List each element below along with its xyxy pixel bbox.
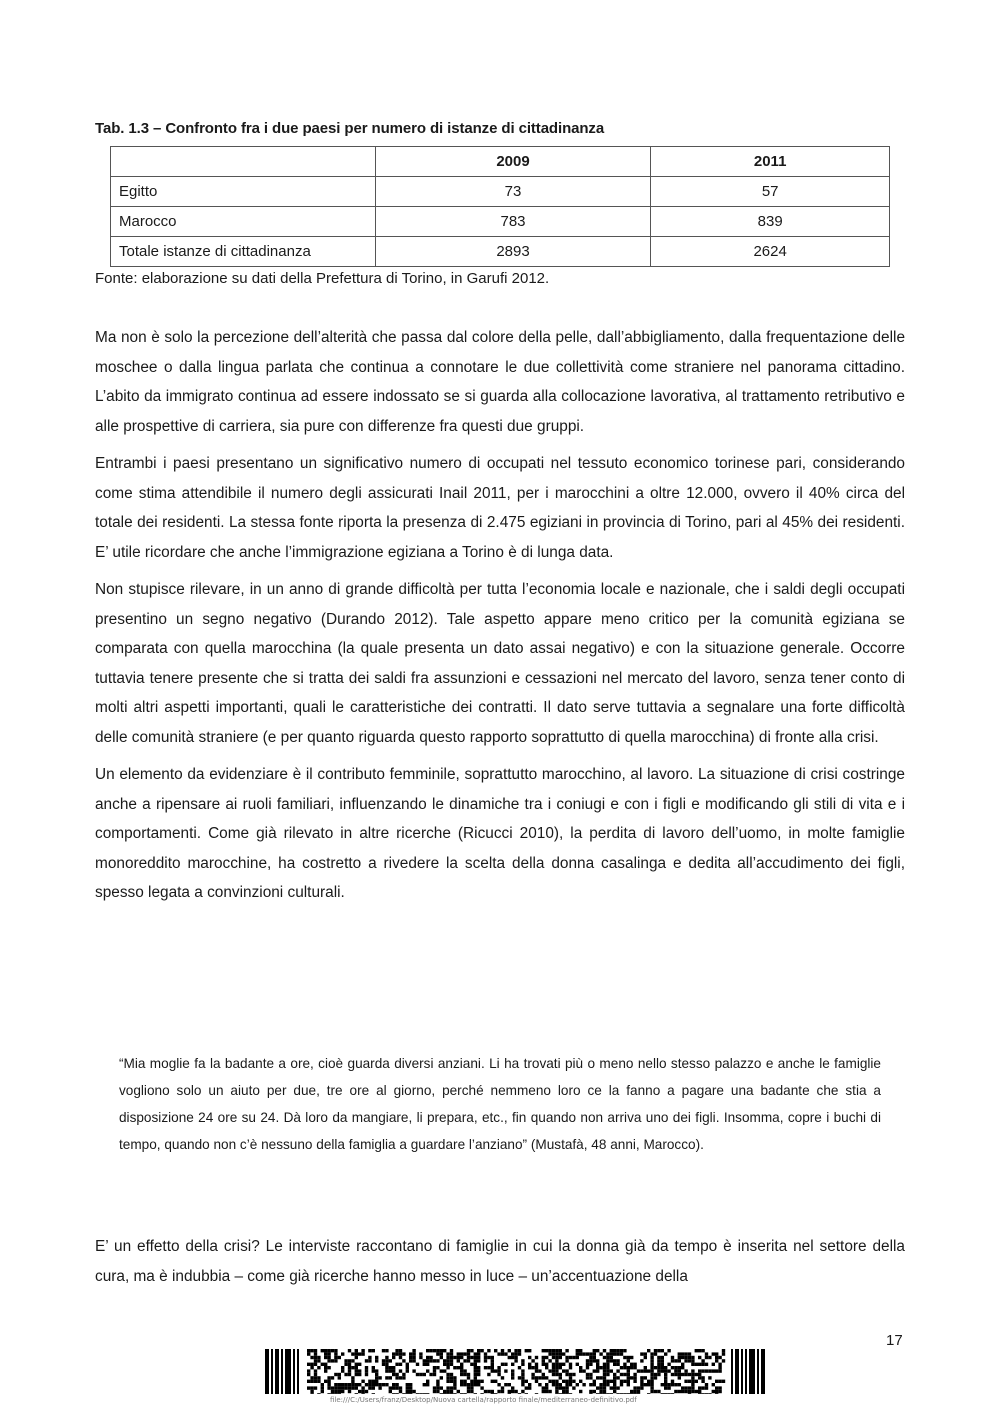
- row-label: Totale istanze di cittadinanza: [111, 237, 376, 267]
- table-header-cell: 2009: [375, 147, 651, 177]
- paragraph: Ma non è solo la percezione dell’alterità che passa dal colore della pelle, dall’abbigliamento, dalla frequentazione delle moschee o dalla lingua parlata che continua a connotare le due collettività come straniere nel panorama cittadino. L’abito da immigrato continua ad essere indossato se si guarda alla collocazione lavorativa, al trattamento retributivo e alle prospettive di carriera, sia pure con differenze fra questi due gruppi.: [95, 329, 905, 435]
- closing-text: [95, 1232, 905, 1299]
- table-source-note: Fonte: elaborazione su dati della Prefettura di Torino, in Garufi 2012.: [95, 270, 550, 287]
- paragraph: Un elemento da evidenziare è il contributo femminile, soprattutto marocchino, al lavoro. La situazione di crisi costringe anche a ripensare ai ruoli familiari, influenzando le dinamiche tra i coniugi e con i figli e modificando gli stili di vita e i comportamenti. Come già rilevato in altre ricerche (Ricucci 2010), la perdita di lavoro dell’uomo, in molte famiglie monoreddito marocchine, ha costretto a rivedere la scelta della donna casalinga e dedita all’accudimento dei figli, spesso legata a convinzioni culturali.: [95, 766, 905, 901]
- barcode-image: [265, 1349, 765, 1394]
- page-number: 17: [886, 1332, 903, 1349]
- row-label: Marocco: [111, 207, 376, 237]
- value-2011: 2624: [651, 237, 890, 267]
- value-2009: 783: [375, 207, 651, 237]
- citizenship-table: [110, 146, 890, 267]
- row-label: Egitto: [111, 177, 376, 207]
- table-header-row: [111, 147, 890, 177]
- value-2009: 73: [375, 177, 651, 207]
- table-row: [111, 237, 890, 267]
- value-2011: 839: [651, 207, 890, 237]
- body-text: [95, 323, 905, 916]
- barcode-caption: file:///C:/Users/franz/Desktop/Nuova cartella/rapporto finale/mediterraneo-definitivo.pdf: [330, 1396, 637, 1404]
- paragraph: Entrambi i paesi presentano un significativo numero di occupati nel tessuto economico torinese pari, considerando come stima attendibile il numero degli assicurati Inail 2011, per i marocchini a oltre 12.000, ovvero il 40% circa del totale dei residenti. La stessa fonte riporta la presenza di 2.475 egiziani in provincia di Torino, pari al 45% dei residenti. E’ utile ricordare che anche l’immigrazione egiziana a Torino è di lunga data.: [95, 455, 905, 561]
- table-row: [111, 177, 890, 207]
- table-row: [111, 207, 890, 237]
- value-2009: 2893: [375, 237, 651, 267]
- interview-quote: “Mia moglie fa la badante a ore, cioè guarda diversi anziani. Li ha trovati più o meno nello stesso palazzo e anche le famiglie vogliono solo un aiuto per due, tre ore al giorno, perché nemmeno loro ce la fanno a pagare una badante che stia a disposizione 24 ore su 24. Dà loro da mangiare, li prepara, etc., fin quando non arriva uno dei figli. Insomma, copre i buchi di tempo, quando non c’è nessuno della famiglia a guardare l’anziano” (Mustafà, 48 anni, Marocco).: [119, 1056, 881, 1152]
- table-caption: Tab. 1.3 – Confronto fra i due paesi per numero di istanze di cittadinanza: [95, 120, 605, 137]
- paragraph: E’ un effetto della crisi? Le interviste raccontano di famiglie in cui la donna già da tempo è inserita nel settore della cura, ma è indubbia – come già ricerche hanno messo in luce – un’accentuazione della: [95, 1238, 905, 1285]
- value-2011: 57: [651, 177, 890, 207]
- table-header-cell: 2011: [651, 147, 890, 177]
- paragraph: Non stupisce rilevare, in un anno di grande difficoltà per tutta l’economia locale e nazionale, che i saldi degli occupati presentino un segno negativo (Durando 2012). Tale aspetto appare meno critico per la comunità egiziana se comparata con quella marocchina (la quale presenta un dato assai negativo) e con la situazione generale. Occorre tuttavia tenere presente che si tratta dei saldi fra assunzioni e cessazioni nel mercato del lavoro, senza tener conto di molti altri aspetti importanti, quali le caratteristiche dei contratti. Il dato serve tuttavia a segnalare una forte difficoltà delle comunità straniere (e per quanto riguarda questo rapporto soprattutto di quella marocchina) di fronte alla crisi.: [95, 581, 905, 746]
- table-header-cell: [111, 147, 376, 177]
